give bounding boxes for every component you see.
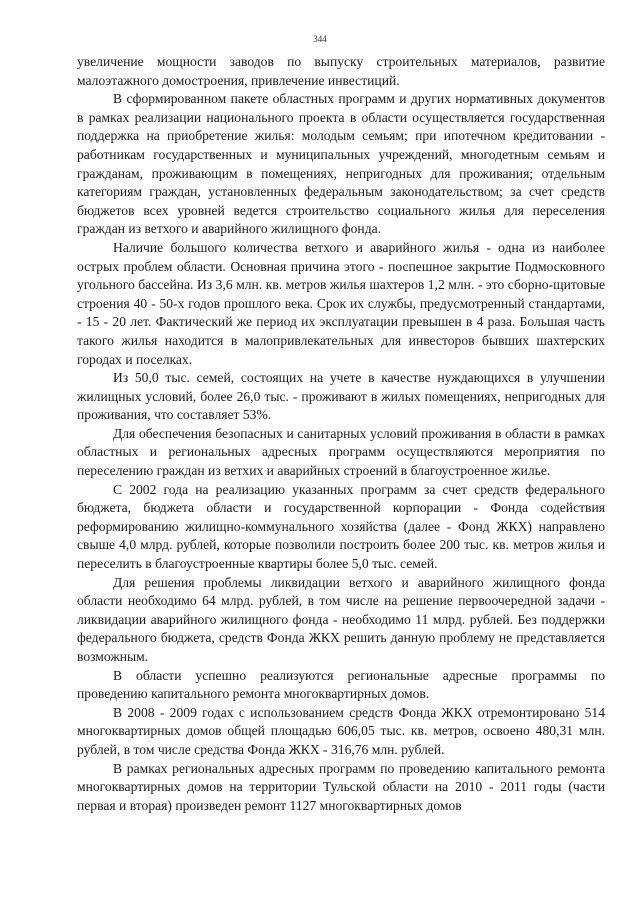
paragraph-families-queue: Из 50,0 тыс. семей, состоящих на учете в качестве нуждающихся в улучшении жилищных условий, более 26,0 тыс. - проживают в жилых помещениях, непригодных для проживания, что составляет 53%. <box>77 370 605 423</box>
paragraph-funding-since-2002: С 2002 года на реализацию указанных программ за счет средств федерального бюджета, бюджета области и государственной корпорации - Фонда содействия реформированию жилищно-коммунального хозяйства (далее - Фонд ЖКХ) направлено свыше 4,0 млрд. рублей, которые позволили построить более 200 тыс. кв. метров жилья и переселить в благоустроенные квартиры более 5,0 тыс. семей. <box>77 481 605 572</box>
paragraph-continuation: увеличение мощности заводов по выпуску строительных материалов, развитие малоэтажного домостроения, привлечение инвестиций. <box>77 54 605 88</box>
paragraph-resettlement-measures: Для обеспечения безопасных и санитарных условий проживания в области в рамках областных и региональных адресных программ осуществляются мероприятия по переселению граждан из ветхих и аварийных строений в благоустроенное жилье. <box>77 425 605 479</box>
page-number: 344 <box>313 34 327 44</box>
paragraph-liquidation-cost: Для решения проблемы ликвидации ветхого и аварийного жилищного фонда области необходимо 64 млрд. рублей, в том числе на решение первоочередной задачи - ликвидации аварийного жилищного фонда - необходимо 11 млрд. рублей. Без поддержки федерального бюджета, средств Фонда ЖКХ решить данную проблему не представляется возможным. <box>77 574 605 664</box>
page-body <box>77 53 605 815</box>
paragraph-dilapidated-housing: Наличие большого количества ветхого и аварийного жилья - одна из наиболее острых проблем области. Основная причина этого - поспешное закрытие Подмосковного угольного бассейна. Из 3,6 млн. кв. метров жилья шахтеров 1,2 млн. - это сборно-щитовые строения 40 - 50-х годов прошлого века. Срок их службы, предусмотренный стандартами, - 15 - 20 лет. Фактический же период их эксплуатации превышен в 4 раза. Большая часть такого жилья находится в малопривлекательных для инвесторов бывших шахтерских городах и поселках. <box>77 239 605 367</box>
paragraph-repairs-2010-2011: В рамках региональных адресных программ по проведению капитального ремонта многоквартирных домов на территории Тульской области на 2010 - 2011 годы (части первая и вторая) произведен ремонт 1127 многоквартирных домов <box>77 760 605 813</box>
paragraph-state-support: В сформированном пакете областных программ и других нормативных документов в рамках реализации национального проекта в области осуществляется государственная поддержка на приобретение жилья: молодым семьям; при ипотечном кредитовании - работникам государственных и муниципальных учреждений, многодетным семьям и гражданам, проживающим в помещениях, непригодных для проживания; отдельным категориям граждан, установленных федеральным законодательством; за счет средств бюджетов всех уровней ведется строительство социального жилья для переселения граждан из ветхого и аварийного жилищного фонда. <box>77 91 605 237</box>
paragraph-repairs-2008-2009: В 2008 - 2009 годах с использованием средств Фонда ЖКХ отремонтировано 514 многоквартирных домов общей площадью 606,05 тыс. кв. метров, освоено 480,31 млн. рублей, в том числе средства Фонда ЖКХ - 316,76 млн. рублей. <box>77 704 605 757</box>
paragraph-capital-repair-programs: В области успешно реализуются региональные адресные программы по проведению капитального ремонта многоквартирных домов. <box>77 667 605 702</box>
